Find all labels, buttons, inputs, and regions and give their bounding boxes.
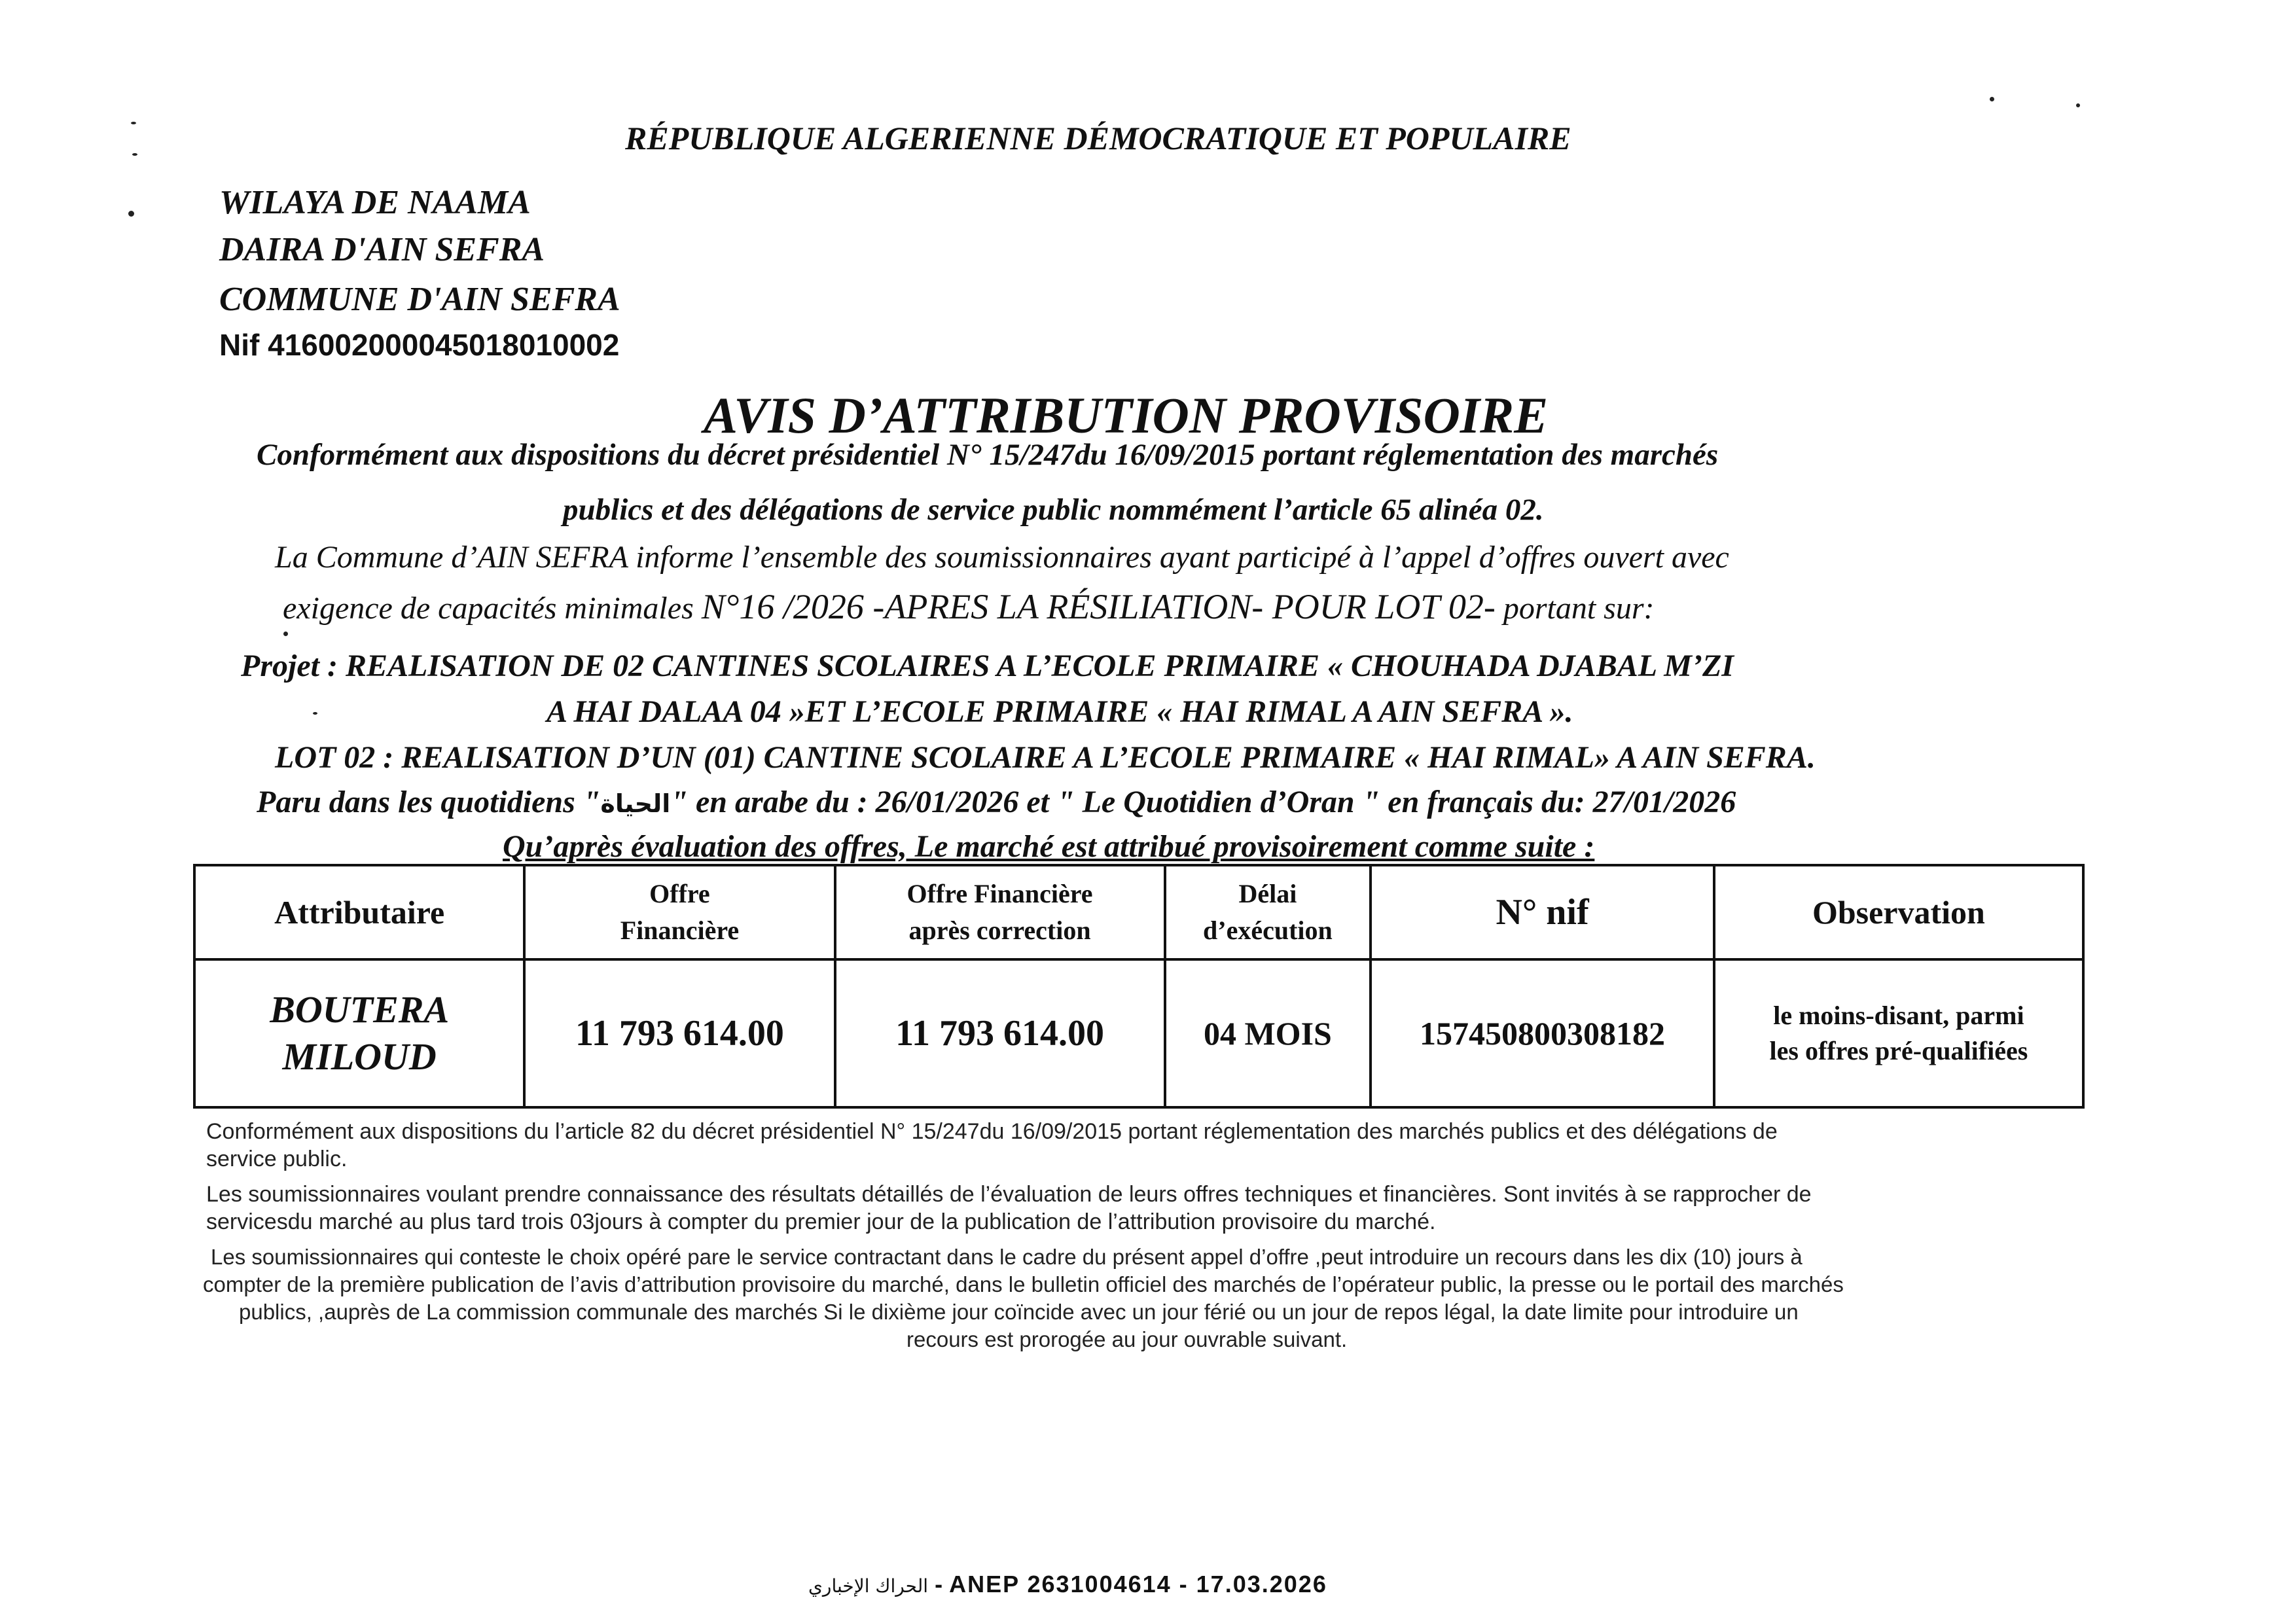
anep-code: - ANEP 2631004614 - 17.03.2026 bbox=[935, 1571, 1327, 1597]
footer-para-3-line-1: Les soumissionnaires qui conteste le choix opéré pare le service contractant dans le cadre du présent appel d’offre ,peut introduire un recours dans les dix (10) jours à bbox=[211, 1245, 1803, 1269]
footer-para-2 bbox=[206, 1181, 1812, 1236]
col-attributaire: Attributaire bbox=[194, 865, 524, 959]
attributaire-line2: MILOUD bbox=[282, 1035, 437, 1078]
col-offre bbox=[524, 865, 834, 959]
scan-speck bbox=[283, 632, 288, 636]
scan-speck bbox=[132, 153, 137, 156]
intro-line-3: La Commune d’AIN SEFRA informe l’ensemble des soumissionnaires ayant participé à l’appel d’offres ouvert avec bbox=[275, 540, 1729, 575]
observation-line1: le moins-disant, parmi bbox=[1773, 1001, 2024, 1030]
footer-para-3-line-2: compter de la première publication de l’avis d’attribution provisoire du marché, dans le bulletin officiel des marchés de l’opérateur public, la presse ou le portail des marchés bbox=[203, 1272, 1844, 1296]
publication-end: " en arabe du : 26/01/2026 et " Le Quotidien d’Oran " en français du: 27/01/2026 bbox=[670, 785, 1736, 819]
footer-para-3-line-3: publics, ,auprès de La commission communale des marchés Si le dixième jour coïncide avec un jour férié ou un jour de repos légal, la date limite pour introduire un bbox=[239, 1300, 1799, 1324]
project-line-1: Projet : REALISATION DE 02 CANTINES SCOLAIRES A L’ECOLE PRIMAIRE « CHOUHADA DJABAL M’ZI bbox=[241, 649, 1734, 683]
col-delai bbox=[1165, 865, 1371, 959]
footer-para-1 bbox=[206, 1118, 1778, 1173]
intro-line-4-start: exigence de capacités minimales bbox=[283, 591, 694, 626]
republic-heading: RÉPUBLIQUE ALGERIENNE DÉMOCRATIQUE ET POPULAIRE bbox=[625, 120, 1571, 156]
footer-para-1-line-2: service public. bbox=[206, 1147, 348, 1171]
col-offre-corrigee-line2: après correction bbox=[908, 916, 1091, 945]
table-row bbox=[194, 959, 2083, 1107]
col-delai-line1: Délai bbox=[1238, 879, 1297, 908]
table-header-row bbox=[194, 865, 2083, 959]
commune-line: COMMUNE D'AIN SEFRA bbox=[219, 281, 620, 318]
cell-observation bbox=[1714, 959, 2083, 1107]
intro-line-4 bbox=[283, 586, 1655, 627]
col-observation: Observation bbox=[1714, 865, 2083, 959]
intro-line-1: Conformément aux dispositions du décret présidentiel N° 15/247du 16/09/2015 portant réglementation des marchés bbox=[257, 438, 1719, 472]
nif-line: Nif 416002000045018010002 bbox=[219, 328, 620, 362]
footer-para-3 bbox=[203, 1243, 1844, 1353]
intro-line-4-end: portant sur: bbox=[1503, 591, 1655, 626]
scan-speck bbox=[313, 712, 317, 715]
project-line-2: A HAI DALAA 04 »ET L’ECOLE PRIMAIRE « HAI RIMAL A AIN SEFRA ». bbox=[547, 694, 1573, 729]
col-offre-corrigee bbox=[835, 865, 1165, 959]
arabic-newspaper: الحياة bbox=[600, 789, 671, 818]
anep-reference bbox=[808, 1571, 1327, 1598]
scan-speck bbox=[131, 122, 136, 124]
scan-speck bbox=[2076, 103, 2080, 107]
cell-offre: 11 793 614.00 bbox=[524, 959, 834, 1107]
publication-line bbox=[257, 784, 1736, 820]
observation-line2: les offres pré-qualifiées bbox=[1769, 1036, 2028, 1065]
col-delai-line2: d’exécution bbox=[1203, 916, 1333, 945]
lot-line: LOT 02 : REALISATION D’UN (01) CANTINE SCOLAIRE A L’ECOLE PRIMAIRE « HAI RIMAL» A AIN SEFRA. bbox=[275, 740, 1816, 775]
footer-para-2-line-2: servicesdu marché au plus tard trois 03jours à compter du premier jour de la publication de l’attribution provisoire du marché. bbox=[206, 1209, 1436, 1234]
scan-speck bbox=[1990, 97, 1994, 101]
cell-delai: 04 MOIS bbox=[1165, 959, 1371, 1107]
attributaire-line1: BOUTERA bbox=[270, 988, 450, 1031]
intro-line-2: publics et des délégations de service public nommément l’article 65 alinéa 02. bbox=[563, 493, 1544, 527]
footer-para-3-line-4: recours est prorogée au jour ouvrable suivant. bbox=[906, 1327, 1348, 1351]
col-offre-line2: Financière bbox=[620, 916, 740, 945]
col-offre-line1: Offre bbox=[649, 879, 710, 908]
publication-start: Paru dans les quotidiens " bbox=[257, 785, 601, 819]
cell-offre-corrigee: 11 793 614.00 bbox=[835, 959, 1165, 1107]
scan-speck bbox=[128, 211, 134, 217]
evaluation-line: Qu’après évaluation des offres, Le marché est attribué provisoirement comme suite : bbox=[503, 829, 1595, 864]
footer-para-2-line-1: Les soumissionnaires voulant prendre connaissance des résultats détaillés de l’évaluation de leurs offres techniques et financières. Sont invités à se rapprocher de bbox=[206, 1182, 1812, 1207]
anep-arabic-name: الحراك الإخباري bbox=[808, 1575, 929, 1597]
cell-nif: 157450800308182 bbox=[1371, 959, 1714, 1107]
page-title: AVIS D’ATTRIBUTION PROVISOIRE bbox=[704, 387, 1549, 444]
col-nif: N° nif bbox=[1371, 865, 1714, 959]
cell-attributaire bbox=[194, 959, 524, 1107]
wilaya-line: WILAYA DE NAAMA bbox=[219, 184, 531, 221]
attribution-table bbox=[193, 864, 2085, 1109]
col-offre-corrigee-line1: Offre Financière bbox=[906, 879, 1093, 908]
daira-line: DAIRA D'AIN SEFRA bbox=[219, 231, 545, 268]
tender-reference: N°16 /2026 -APRES LA RÉSILIATION- POUR LOT 02- bbox=[701, 587, 1496, 626]
footer-para-1-line-1: Conformément aux dispositions du l’article 82 du décret présidentiel N° 15/247du 16/09/2015 portant réglementation des marchés publics et des délégations de bbox=[206, 1119, 1778, 1144]
